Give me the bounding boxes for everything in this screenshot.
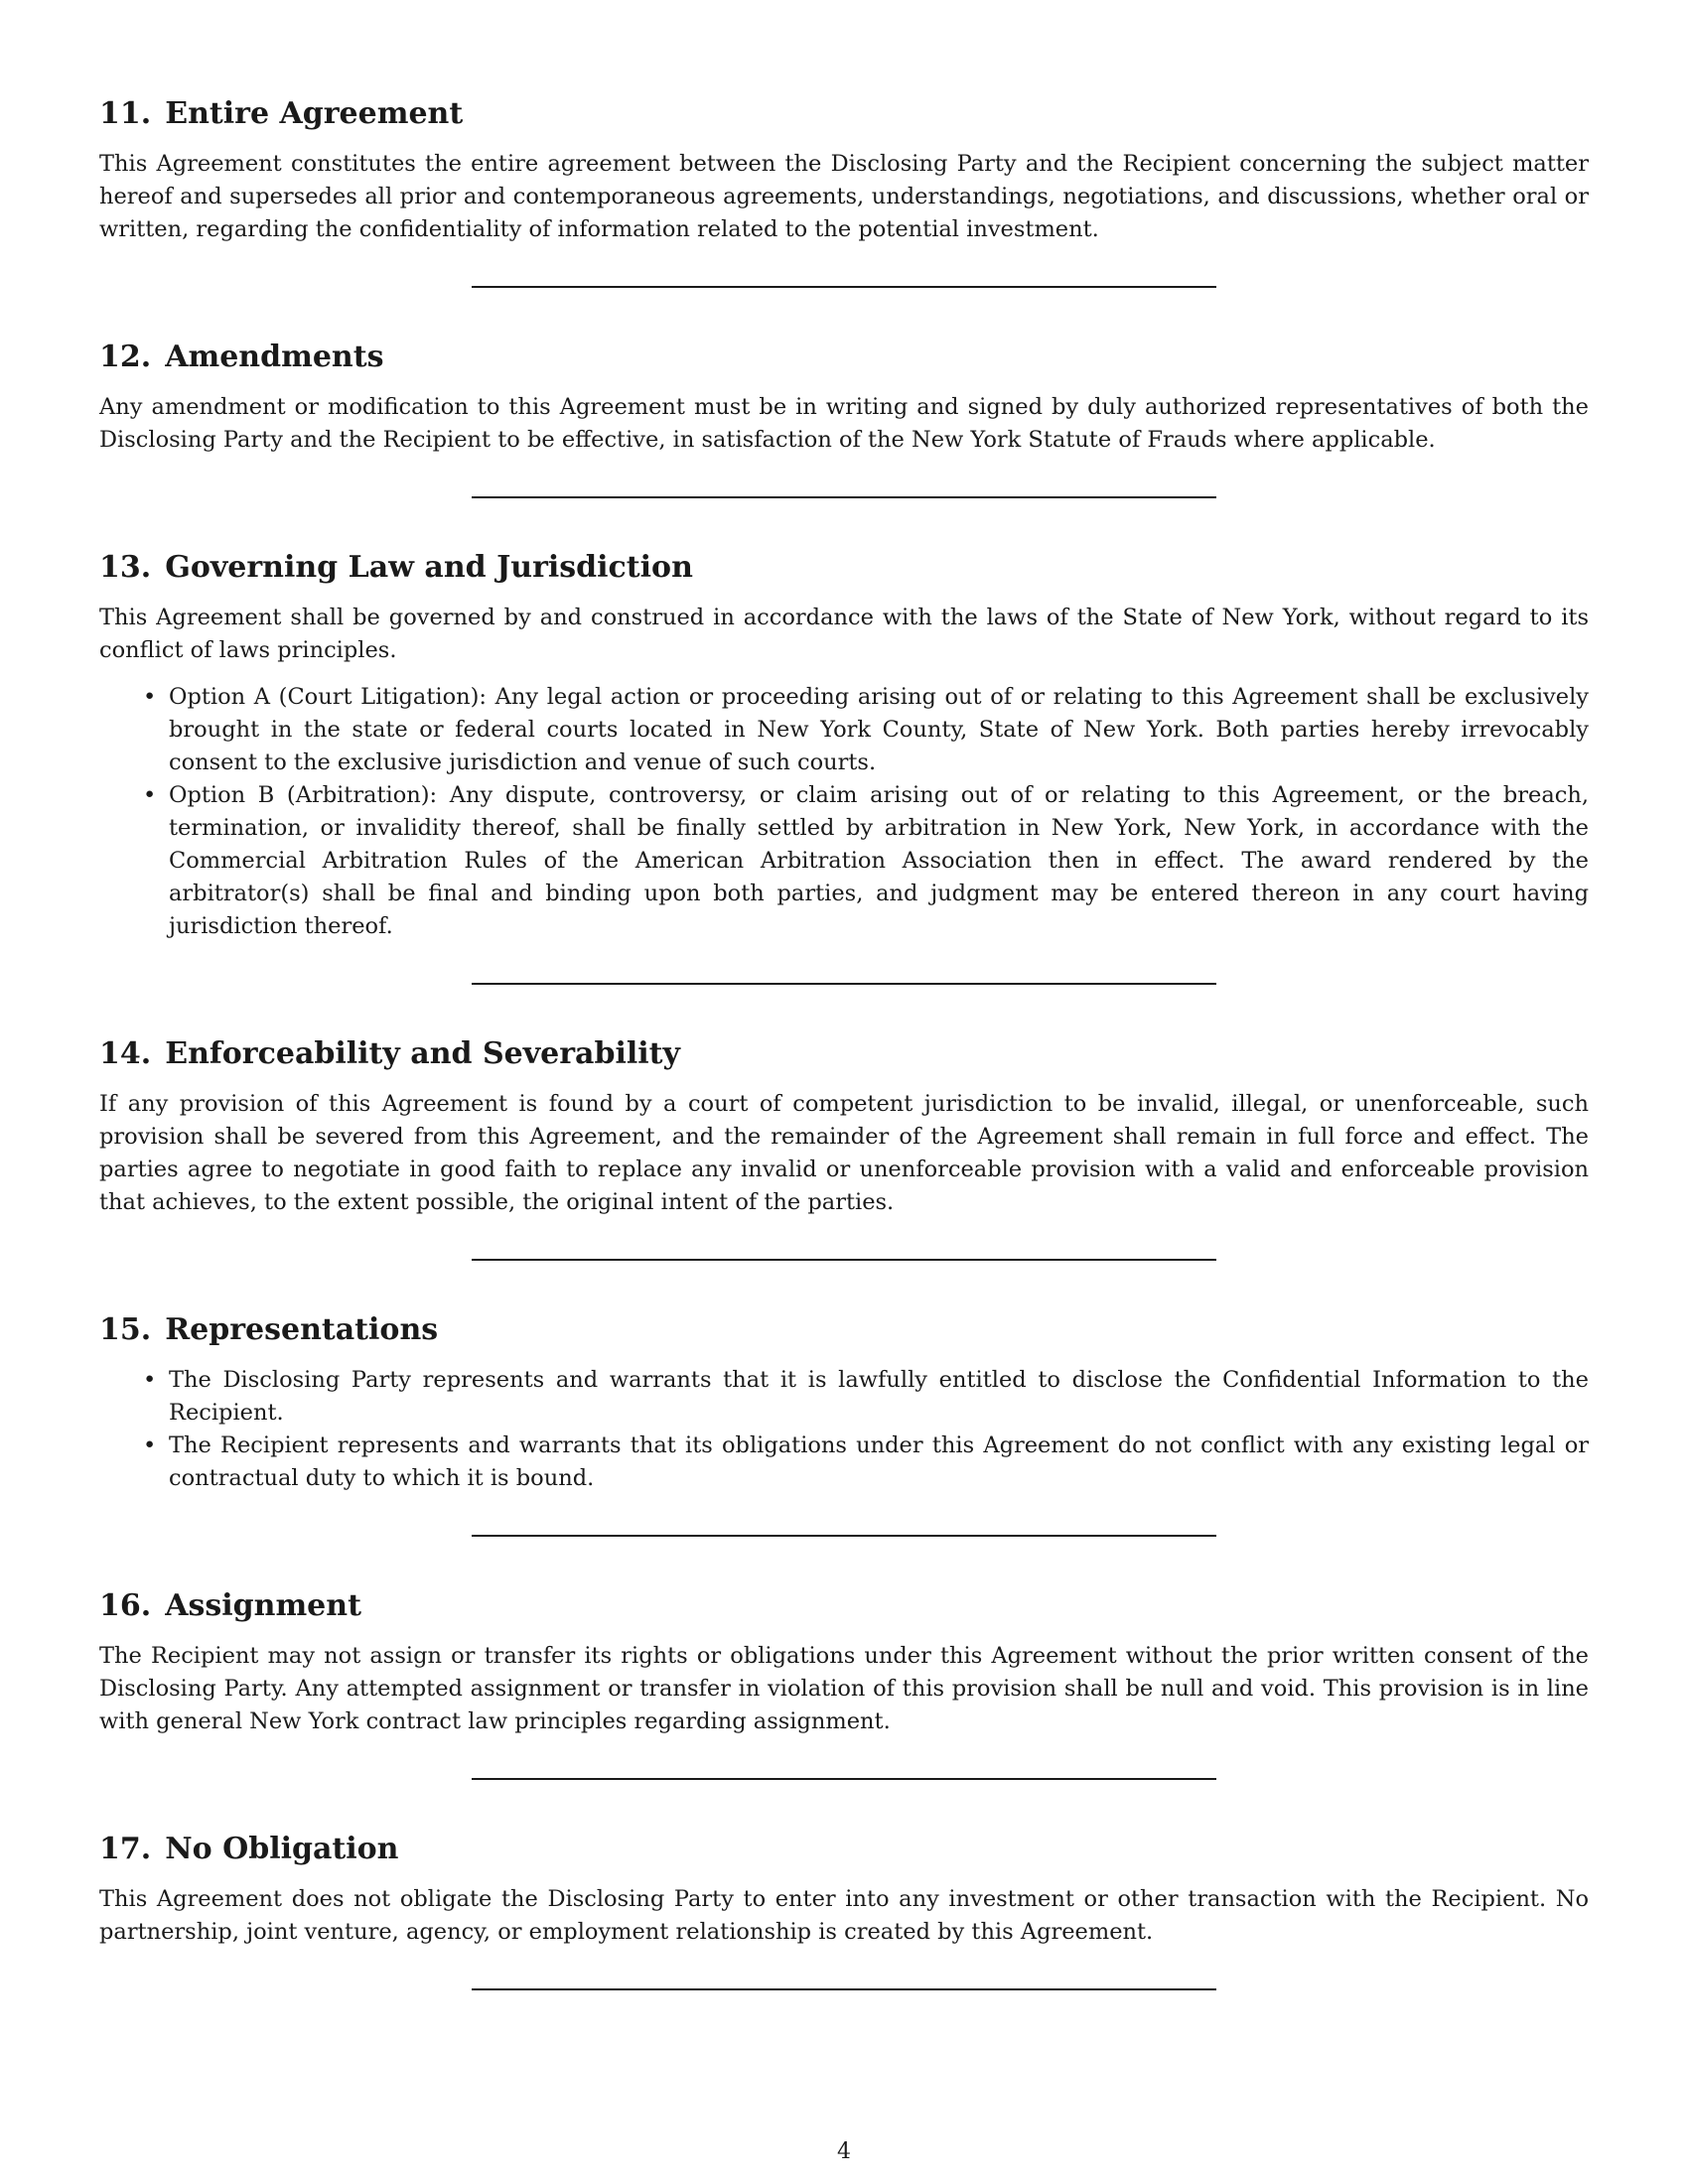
section-heading xyxy=(99,1586,1589,1626)
section-12 xyxy=(99,338,1589,498)
section-heading xyxy=(99,338,1589,377)
section-title: Governing Law and Jurisdiction xyxy=(165,550,693,585)
page-number: 4 xyxy=(837,2139,851,2164)
section-14 xyxy=(99,1034,1589,1261)
section-title: Representations xyxy=(165,1312,439,1347)
section-paragraph: This Agreement constitutes the entire agreement between the Disclosing Party and the Recipient concerning the subject matter hereof and supersedes all prior and contemporaneous agreements, understandings, negotiations, and discussions, whether oral or written, regarding the confidentiality of information related to the potential investment. xyxy=(99,151,1589,242)
section-number: 13. xyxy=(99,550,152,585)
document-page xyxy=(99,94,1589,1990)
section-number: 15. xyxy=(99,1312,152,1347)
section-heading xyxy=(99,548,1589,588)
section-paragraph: Any amendment or modification to this Agreement must be in writing and signed by duly authorized representatives of both the Disclosing Party and the Recipient to be effective, in satisfaction of the New York Statute of Frauds where applicable. xyxy=(99,394,1589,453)
section-number: 17. xyxy=(99,1832,152,1866)
section-number: 16. xyxy=(99,1588,152,1623)
section-heading xyxy=(99,94,1589,134)
list-item: • The Recipient represents and warrants that its obligations under this Agreement do not conflict with any existing legal or contractual duty to which it is bound. xyxy=(169,1430,1589,1495)
bullet-list xyxy=(99,1364,1589,1495)
section-title: Assignment xyxy=(165,1588,361,1623)
list-item: • Option B (Arbitration): Any dispute, controversy, or claim arising out of or relating to this Agreement, or the breach, termination, or invalidity thereof, shall be finally settled by arbitration in New York, New York, in accordance with the Commercial Arbitration Rules of the American Arbitration Association then in effect. The award rendered by the arbitrator(s) shall be final and binding upon both parties, and judgment may be entered thereon in any court having jurisdiction thereof. xyxy=(169,779,1589,943)
section-title: Amendments xyxy=(165,340,384,374)
section-heading xyxy=(99,1034,1589,1074)
section-number: 14. xyxy=(99,1036,152,1071)
section-title: Enforceability and Severability xyxy=(165,1036,680,1071)
section-heading xyxy=(99,1830,1589,1869)
section-number: 12. xyxy=(99,340,152,374)
section-paragraph: If any provision of this Agreement is found by a court of competent jurisdiction to be invalid, illegal, or unenforceable, such provision shall be severed from this Agreement, and the remainder of the Agreement shall remain in full force and effect. The parties agree to negotiate in good faith to replace any invalid or unenforceable provision with a valid and enforceable provision that achieves, to the extent possible, the original intent of the parties. xyxy=(99,1091,1589,1215)
section-number: 11. xyxy=(99,96,152,131)
bullet-list xyxy=(99,681,1589,943)
section-title: Entire Agreement xyxy=(165,96,464,131)
list-item: • Option A (Court Litigation): Any legal action or proceeding arising out of or relating to this Agreement shall be exclusively brought in the state or federal courts located in New York County, State of New York. Both parties hereby irrevocably consent to the exclusive jurisdiction and venue of such courts. xyxy=(169,681,1589,779)
section-16 xyxy=(99,1586,1589,1780)
section-15 xyxy=(99,1310,1589,1537)
section-11 xyxy=(99,94,1589,288)
section-divider xyxy=(472,1988,1216,1990)
section-17 xyxy=(99,1830,1589,1990)
section-heading xyxy=(99,1310,1589,1350)
section-13 xyxy=(99,548,1589,985)
list-item: • The Disclosing Party represents and warrants that it is lawfully entitled to disclose the Confidential Information to the Recipient. xyxy=(169,1364,1589,1430)
section-paragraph: This Agreement shall be governed by and construed in accordance with the laws of the State of New York, without regard to its conflict of laws principles. xyxy=(99,605,1589,663)
section-title: No Obligation xyxy=(165,1832,399,1866)
section-paragraph: The Recipient may not assign or transfer its rights or obligations under this Agreement without the prior written consent of the Disclosing Party. Any attempted assignment or transfer in violation of this provision shall be null and void. This provision is in line with general New York contract law principles regarding assignment. xyxy=(99,1643,1589,1734)
section-paragraph: This Agreement does not obligate the Disclosing Party to enter into any investment or other transaction with the Recipient. No partnership, joint venture, agency, or employment relationship is created by this Agreement. xyxy=(99,1886,1589,1945)
